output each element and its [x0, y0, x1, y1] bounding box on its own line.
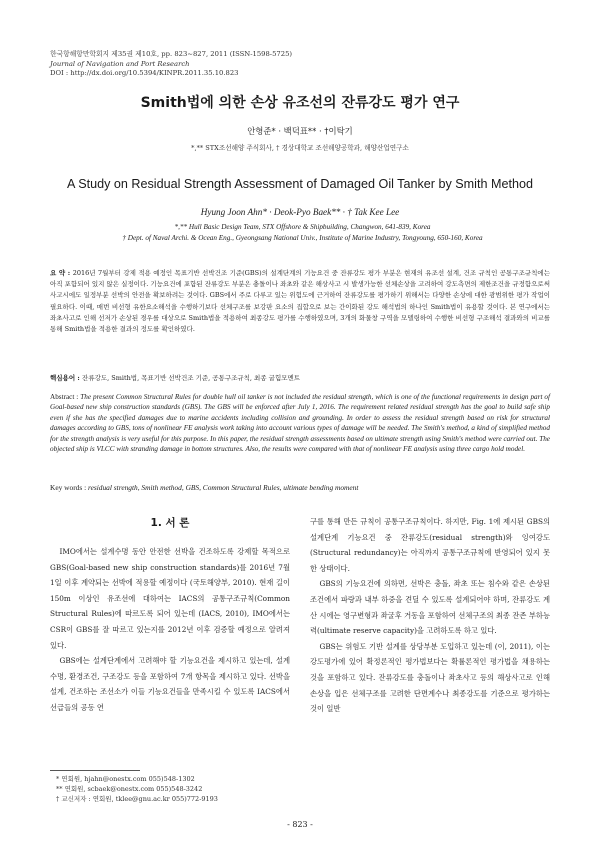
keywords-english [50, 483, 550, 493]
abstract-korean-label: 요 약 : [50, 269, 73, 277]
paragraph: GBS는 위험도 기반 설계를 상당부분 도입하고 있는데 (이, 2011), 이는 강도평가에 있어 확정론적인 평가법보다는 확률론적인 평가법을 채용하는 것을 포함하고 있다. 잔류강도를 충돌이나 좌초사고 등의 해상사고로 인해 손상을 입은 선체구조를 고려한 단면계수나 최종강도를 기준으로 평가하는 것이 일반 [310, 641, 550, 714]
keywords-korean [50, 373, 550, 383]
affiliation-english-line-1: *,** Hull Basic Design Team, STX Offshore & Shipbuilding, Changwon, 641-839, Korea [174, 223, 431, 231]
journal-header [50, 50, 292, 79]
affiliation-korean: *,** STX조선해양 주식회사, † 경상대학교 조선해양공학과, 해양산업연구소 [191, 144, 409, 152]
keywords-korean-label: 핵심용어 : [50, 374, 83, 382]
journal-info-en: Journal of Navigation and Port Research [50, 59, 190, 68]
title-korean: Smith법에 의한 손상 유조선의 잔류강도 평가 연구 [140, 95, 460, 111]
affiliation-english-line-2: † Dept. of Naval Archi. & Ocean Eng., Gyeongsang National Univ., Institute of Marine Industry, Tongyoung, 650-160, Korea [122, 233, 483, 242]
authors-english: Hyung Joon Ahn* · Deok-Pyo Baek** · † Tak Kee Lee [200, 207, 400, 217]
footnote-author-2: ** 연회원, scbaek@onestx.com 055)548-3242 [56, 785, 203, 793]
section-heading-introduction: 1. 서 론 [150, 517, 190, 529]
footnote-corresponding-author: † 교신저자 : 연회원, tklee@gnu.ac.kr 055)772-9193 [56, 795, 218, 803]
paragraph: GBS에는 설계단계에서 고려해야 할 기능요건을 제시하고 있는데, 설계수명, 환경조건, 구조강도 등을 포함하여 7개 항목을 제시하고 있다. 선박을 설계, 건조하는 조선소가 이들 기능요건들을 만족시킬 수 있도록 IACS에서 선급들의 공동 연 [50, 656, 290, 712]
paragraph: IMO에서는 설계수명 동안 안전한 선박을 건조하도록 강제할 목적으로 GBS(Goal-based new ship construction standards)를 2016년 7월 1일 이후 계약되는 선박에 적용할 예정이다 (국토해양부, 2010). 현재 길이 150m 이상인 유조선에 대하여는 IACS의 공통구조규칙(Common Structural Rules)에 따르도록 되어 있는데 (IACS, 2010), IMO에서는 CSR이 GBS를 잘 따르고 있는지를 2012년 이후 검증할 예정으로 알려져 있다. [50, 547, 290, 650]
paragraph: 구를 통해 만든 규칙이 공통구조규칙이다. 하지만, Fig. 1에 제시된 GBS의 설계단계 기능요건 중 잔류강도(residual strength)와 잉여강도(Structural redundancy)는 아직까지 공통구조규칙에 반영되어 있지 못한 상태이다. [310, 517, 550, 573]
footnotes [50, 774, 218, 804]
abstract-korean-text: 2016년 7월부터 강제 적용 예정인 목표기반 선박건조 기준(GBS)의 설계단계의 기능요건 중 잔류강도 평가 부분은 현재의 유조선 설계, 건조 규칙인 공통구조규칙에는 아직 포함되어 있지 않은 실정이다. 기능요건에 포함된 잔류강도 부분은 충돌이나 좌초와 같은 해상사고 시 발생가능한 선체손상을 고려하여 강도측면의 제한조건을 규정함으로써 사고시에도 일정부분 선박의 안전을 확보하려는 것이다. GBS에서 주로 다루고 있는 위험도에 근거하여 잔류강도를 평가하기 위해서는 다양한 손상에 대한 광범위한 평가 작업이 필요하다. 이때, 매번 비선형 유한요소해석을 수행하기보다 선체구조를 보강판 요소의 집합으로 보는 간이화된 강도 해석법의 하나인 Smith법이 유용할 것이다. 본 연구에서는 좌초사고로 인해 선저가 손상된 경우를 대상으로 Smith법을 적용하여 최종강도 평가를 수행하였으며, 3개의 화물창 구역을 모델링하여 수행한 비선형 구조해석 결과와의 비교를 통해 Smith법을 적용한 결과의 정도를 확인하였다. [50, 269, 550, 334]
abstract-english [50, 392, 550, 454]
abstract-english-label: Abstract : [50, 393, 81, 401]
doi-link[interactable]: DOI : http://dx.doi.org/10.5394/KINPR.2011.35.10.823 [50, 69, 239, 78]
footnote-author-1: * 연회원, hjahn@onestx.com 055)548-1302 [56, 775, 195, 783]
affiliation-english [50, 222, 555, 243]
body-column-left [50, 514, 290, 716]
paragraph: GBS의 기능요건에 의하면, 선박은 충돌, 좌초 또는 침수와 같은 손상된 조건에서 파랑과 내부 하중을 견딜 수 있도록 설계되어야 하며, 잔류강도 계산 시에는 영구변형과 좌굴후 거동을 포함하여 선체구조의 최종 잔존 부하능력(ultimate reserve capacity)을 고려하도록 하고 있다. [310, 579, 550, 636]
page-number: - 823 - [287, 820, 313, 829]
keywords-english-text: residual strength, Smith method, GBS, Common Structural Rules, ultimate bending moment [87, 483, 359, 492]
abstract-english-text: The present Common Structural Rules for double hull oil tanker is not included the residual strength, which is one of the functional requirements in design part of Goal-based new ship construction standards (GBS). The GBS will be enforced after July 1, 2016. The requirement related residual strength has the goal to build safe ship even if she has the specified damages due to marine accidents including collision and grounding. In order to assess the residual strength based on risk for structural damages according to GBS, tons of nonlinear FE analysis work taking into account various types of damage will be needed. The Smith's method, a kind of simplified method for the strength analysis is very useful for this purpose. In this paper, the residual strength assessments based on ultimate strength using Smith's method were carried out. The objected ship is VLCC with stranding damage in bottom structures. Also, the results were compared with that of nonlinear FE analysis using three cargo hold model. [50, 393, 550, 454]
title-english: A Study on Residual Strength Assessment of Damaged Oil Tanker by Smith Method [67, 177, 533, 191]
journal-info-ko: 한국항해항만학회지 제35권 제10호, pp. 823~827, 2011 (ISSN-1598-5725) [50, 50, 293, 58]
authors-korean: 안형준* · 백덕표** · †이탁기 [247, 126, 353, 136]
body-column-right [310, 514, 550, 717]
footnote-divider [50, 770, 140, 771]
keywords-english-label: Key words : [50, 483, 88, 492]
abstract-korean [50, 268, 550, 335]
keywords-korean-text: 잔류강도, Smith법, 목표기반 선박건조 기준, 공통구조규칙, 최종 굽힘모멘트 [82, 374, 301, 382]
